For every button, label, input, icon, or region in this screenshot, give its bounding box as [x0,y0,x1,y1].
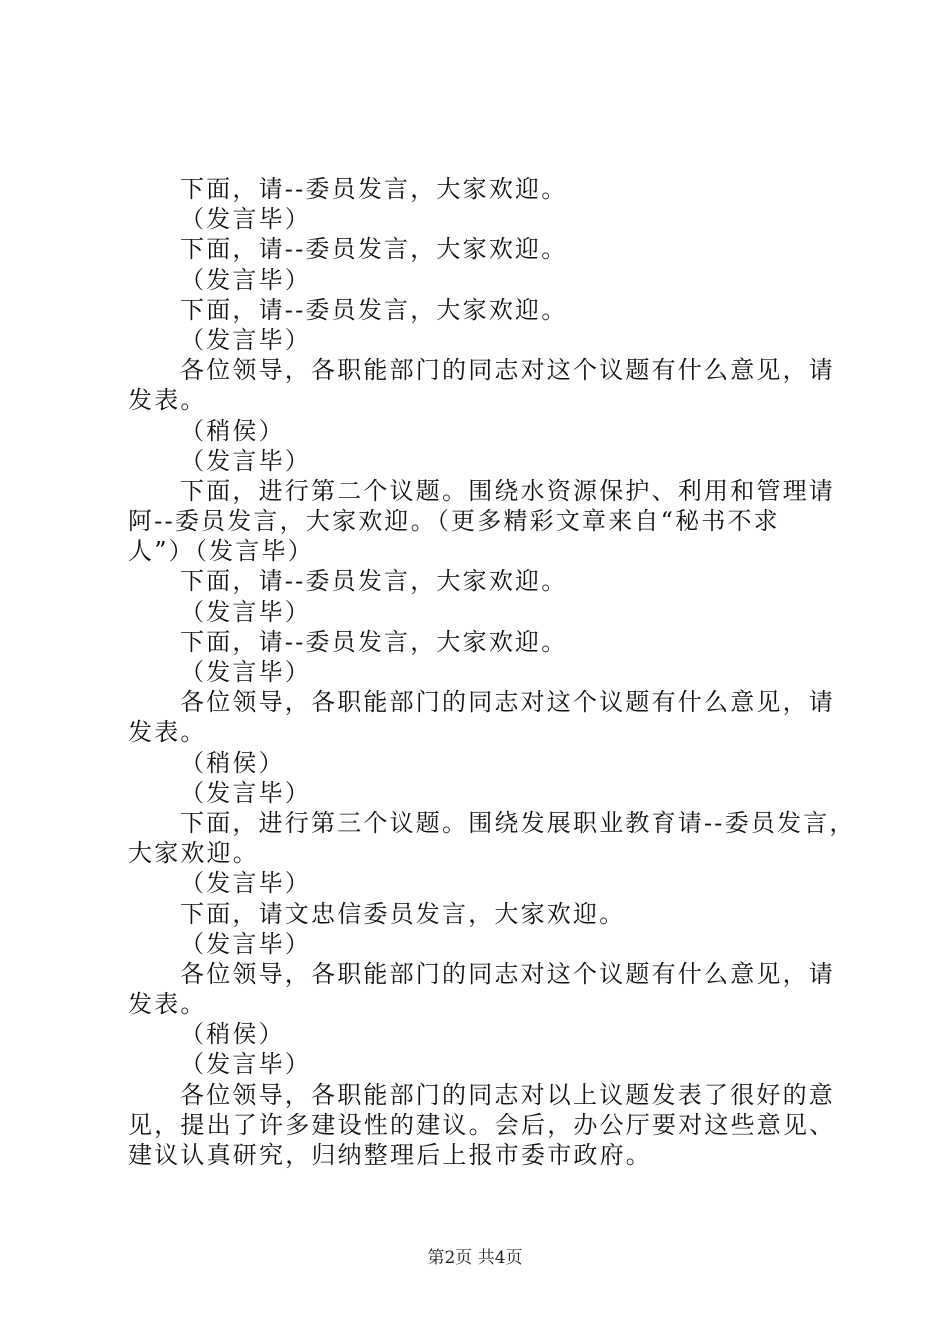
text-line: 下面，请--委员发言，大家欢迎。 [180,235,568,264]
text-line: （发言毕） [180,658,311,686]
text-line: （发言毕） [180,869,311,898]
text-line: 下面，请--委员发言，大家欢迎。 [180,175,568,203]
text-line: （稍侯） [180,1020,285,1049]
text-line: （发言毕） [180,778,311,807]
text-line: 各位领导，各职能部门的同志对这个议题有什么意见，请 [180,688,835,717]
text-line: 发表。 [128,990,207,1019]
text-line: 建议认真研究，归纳整理后上报市委市政府。 [128,1141,652,1169]
text-line: （发言毕） [180,446,311,475]
text-line: 各位领导，各职能部门的同志对以上议题发表了很好的意 [180,1080,835,1109]
text-line: 见，提出了许多建设性的建议。会后，办公厅要对这些意见、 [128,1110,836,1139]
text-line: （发言毕） [180,1050,311,1079]
text-line: 下面，进行第二个议题。围绕水资源保护、利用和管理请 [180,476,835,505]
text-line: （发言毕） [180,597,311,626]
page-footer: 第2页 共4页 [427,1248,523,1268]
text-line: （发言毕） [180,929,311,958]
document-body [128,174,856,1170]
text-line: 下面，请--委员发言，大家欢迎。 [180,567,568,596]
text-line: 各位领导，各职能部门的同志对这个议题有什么意见，请 [180,356,835,385]
text-line: 下面，进行第三个议题。围绕发展职业教育请--委员发言， [180,808,856,837]
text-line: （稍侯） [180,748,285,777]
text-line: 阿--委员发言，大家欢迎。（更多精彩文章来自“秘书不求 [128,507,780,536]
text-line: 发表。 [128,386,207,415]
text-line: （发言毕） [180,325,311,354]
text-line: 下面，请--委员发言，大家欢迎。 [180,627,568,656]
text-line: 下面，请文忠信委员发言，大家欢迎。 [180,899,626,928]
text-line: 各位领导，各职能部门的同志对这个议题有什么意见，请 [180,959,835,988]
text-line: （发言毕） [180,205,311,234]
text-line: （发言毕） [180,265,311,294]
text-line: 发表。 [128,718,207,747]
text-line: 下面，请--委员发言，大家欢迎。 [180,295,568,324]
text-line: 人”）（发言毕） [128,537,314,566]
text-line: （稍侯） [180,416,285,445]
text-line: 大家欢迎。 [128,839,259,868]
